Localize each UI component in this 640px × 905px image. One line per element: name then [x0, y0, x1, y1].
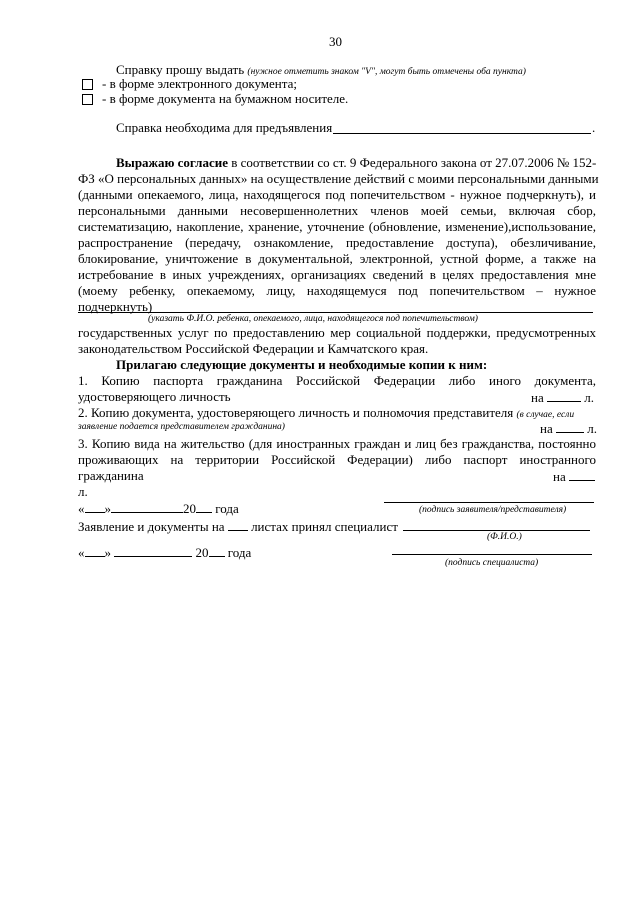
request-intro-text: Справку прошу выдать: [116, 62, 245, 77]
request-intro-note: (нужное отметить знаком "V", могут быть отмечены оба пункта): [247, 67, 526, 77]
consent-line: блокирование, уничтожение в документальной, электронной, устной форме, а также на: [78, 251, 596, 266]
specialist-date-open: «: [78, 545, 85, 560]
page-number: 30: [329, 34, 342, 49]
specialist-day-field[interactable]: [85, 544, 105, 557]
attachment-1-l: л.: [584, 390, 594, 405]
applicant-year-field[interactable]: [196, 500, 212, 513]
consent-line: (моему ребенку, опекаемому, лицу, находящемуся под попечительством – нужное: [78, 283, 596, 298]
accepted-pages-field[interactable]: [228, 518, 248, 531]
fio-caption: (указать Ф.И.О. ребенка, опекаемого, лица, находящегося под попечительством): [148, 314, 478, 324]
specialist-month-field[interactable]: [114, 544, 192, 557]
paper-form-option: - в форме документа на бумажном носителе.: [102, 91, 349, 106]
specialist-year-field[interactable]: [209, 544, 225, 557]
applicant-date-close: »: [104, 501, 111, 516]
consent-after-line: законодательством Российской Федерации и Камчатского края.: [78, 341, 429, 356]
purpose-end: .: [592, 120, 596, 135]
paper-form-checkbox[interactable]: [82, 94, 93, 105]
attachment-1-pages-field[interactable]: [547, 389, 581, 402]
consent-after-line: государственных услуг по предоставлению мер социальной поддержки, предусмотренных: [78, 325, 596, 340]
consent-line: ФЗ «О персональных данных» на осуществление действий с моими персональными данными: [78, 171, 599, 186]
attachment-3-pages: [553, 468, 595, 485]
consent-line: истребование в иных учреждениях, организациях сведений в целях предоставления мне: [78, 267, 596, 282]
consent-line: распространение (передачу, ознакомление, предоставление доступа), обезличивание,: [78, 235, 596, 250]
consent-line1-text: в соответствии со ст. 9 Федерального закона от 27.07.2006 № 152-: [228, 155, 597, 170]
consent-line: систематизацию, накопление, хранение, уточнение (обновление, изменение),использование,: [78, 219, 596, 234]
specialist-fio-caption: (Ф.И.О.): [487, 532, 522, 542]
consent-line: подчеркнуть): [78, 299, 153, 314]
applicant-year-suffix: года: [215, 501, 239, 516]
attachment-2-na: на: [540, 421, 553, 436]
electronic-form-option: - в форме электронного документа;: [102, 76, 297, 91]
consent-bold: Выражаю согласие: [116, 155, 228, 170]
applicant-signature-field[interactable]: [384, 502, 594, 503]
fio-field[interactable]: [78, 312, 593, 313]
attachment-2-pages-field[interactable]: [556, 420, 584, 433]
specialist-date: [78, 544, 251, 561]
purpose-label: Справка необходима для предъявления: [116, 120, 333, 135]
consent-line: (данными опекаемого, лица, находящегося под попечительством - нужное подчеркнуть), и: [78, 187, 596, 202]
attachment-3-na: на: [553, 469, 566, 484]
purpose-field[interactable]: [333, 133, 591, 134]
specialist-fio-field[interactable]: [403, 530, 590, 531]
attachment-1-na: на: [531, 390, 544, 405]
specialist-signature-caption: (подпись специалиста): [445, 558, 539, 568]
attachment-2-note-1: (в случае, если: [516, 410, 575, 420]
attachment-2-l: л.: [587, 421, 597, 436]
applicant-date: [78, 500, 239, 517]
accepted-suffix: листах принял специалист: [251, 519, 398, 534]
specialist-year-suffix: года: [227, 545, 252, 560]
applicant-day-field[interactable]: [85, 500, 105, 513]
attachment-3-pages-field[interactable]: [569, 468, 595, 481]
consent-line: персональными данными несовершеннолетних членов моей семьи, включая сбор,: [78, 203, 596, 218]
applicant-signature-caption: (подпись заявителя/представителя): [419, 505, 567, 515]
applicant-month-field[interactable]: [111, 500, 183, 513]
attachment-2-note-2: заявление подается представителем гражданина): [78, 422, 285, 432]
accepted-prefix: Заявление и документы на: [78, 519, 225, 534]
applicant-date-open: «: [78, 501, 85, 516]
attachment-2-pages: [540, 420, 597, 437]
attachment-3-line-2: проживающих на территории Российской Федерации) либо паспорт иностранного: [78, 452, 596, 467]
attachment-1-line-1: 1. Копию паспорта гражданина Российской Федерации либо иного документа,: [78, 373, 596, 388]
electronic-form-checkbox[interactable]: [82, 79, 93, 90]
attachment-3-line-4: л.: [78, 484, 88, 499]
specialist-date-close: »: [104, 545, 111, 560]
specialist-signature-field[interactable]: [392, 554, 592, 555]
attachment-1-line-2: удостоверяющего личность: [78, 389, 231, 404]
attachment-1-pages: [531, 389, 594, 406]
attachment-2-line-1: [78, 405, 574, 423]
attachments-heading: Прилагаю следующие документы и необходимые копии к ним:: [116, 357, 488, 372]
specialist-year-prefix: 20: [195, 545, 209, 560]
attachment-2-text: 2. Копию документа, удостоверяющего личность и полномочия представителя: [78, 405, 514, 420]
applicant-year-prefix: 20: [183, 501, 196, 516]
accepted-line: [78, 518, 398, 535]
attachment-3-line-3: гражданина: [78, 468, 144, 483]
attachment-3-line-1: 3. Копию вида на жительство (для иностранных граждан и лиц без гражданства, постоянно: [78, 436, 596, 451]
consent-line-1: [116, 155, 596, 171]
